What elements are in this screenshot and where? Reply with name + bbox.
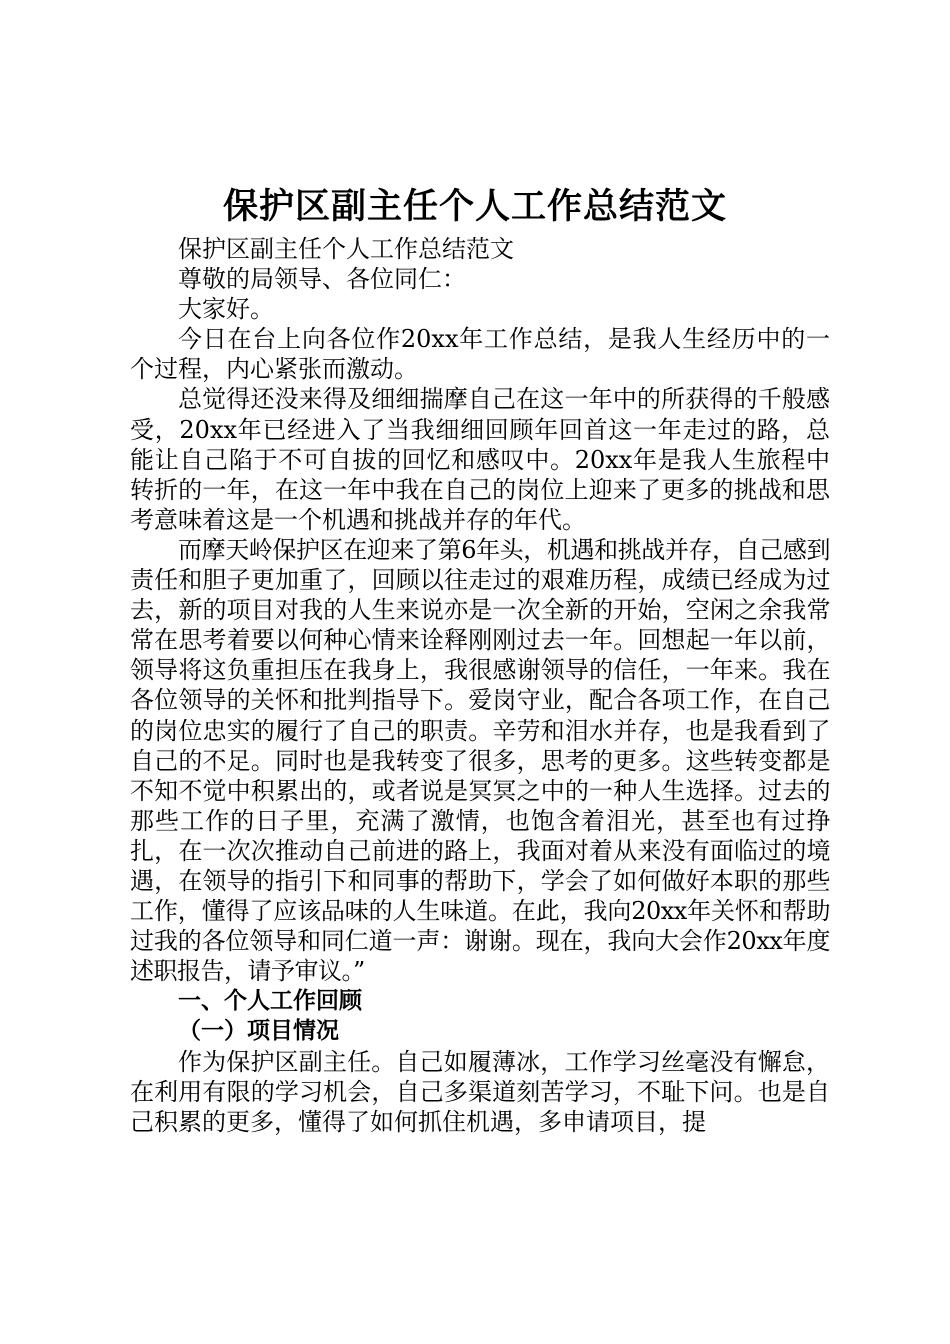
document-title: 保护区副主任个人工作总结范文: [222, 187, 727, 227]
paragraph-reflection: 总觉得还没来得及细细揣摩自己在这一年中的所获得的千般感受，20xx年已经进入了当我细细回顾年回首这一年走过的路，总能让自己陷于不可自拔的回忆和感叹中。20xx年是我人生旅程中转折的一年，在这一年中我在自己的岗位上迎来了更多的挑战和思考意味着这是一个机遇和挑战并存的年代。: [130, 385, 830, 534]
paragraph-intro: 今日在台上向各位作20xx年工作总结，是我人生经历中的一个过程，内心紧张而激动。: [130, 325, 830, 384]
paragraph-main: 而摩天岭保护区在迎来了第6年头，机遇和挑战并存，自己感到责任和胆子更加重了，回顾以往走过的艰难历程，成绩已经成为过去，新的项目对我的人生来说亦是一次全新的开始，空闲之余我常常在思考着要以何种心情来诠释刚刚过去一年。回想起一年以前，领导将这负重担压在我身上，我很感谢领导的信任，一年来。我在各位领导的关怀和批判指导下。爱岗守业，配合各项工作，在自己的岗位忠实的履行了自己的职责。辛劳和泪水并存，也是我看到了自己的不足。同时也是我转变了很多，思考的更多。这些转变都是不知不觉中积累出的，或者说是冥冥之中的一种人生选择。过去的那些工作的日子里，充满了激情，也饱含着泪光，甚至也有过挣扎，在一次次推动自己前进的路上，我面对着从来没有面临过的境遇，在领导的指引下和同事的帮助下，学会了如何做好本职的那些工作，懂得了应该品味的人生味道。在此，我向20xx年关怀和帮助过我的各位领导和同仁道一声：谢谢。现在，我向大会作20xx年度述职报告，请予审议。”: [130, 535, 830, 986]
paragraph-salutation: 尊敬的局领导、各位同仁：: [178, 265, 466, 294]
paragraph-project: 作为保护区副主任。自己如履薄冰，工作学习丝毫没有懈怠，在利用有限的学习机会，自己多渠道刻苦学习，不耻下问。也是自己积累的更多，懂得了如何抓住机遇，多申请项目，提: [130, 1047, 830, 1136]
document-body: [130, 234, 830, 1137]
paragraph-subtitle: 保护区副主任个人工作总结范文: [178, 235, 514, 263]
section-heading: 一、个人工作回顾: [178, 988, 362, 1015]
paragraph-greeting: 大家好。: [178, 295, 274, 324]
subsection-heading: （一）项目情况: [178, 1018, 339, 1045]
